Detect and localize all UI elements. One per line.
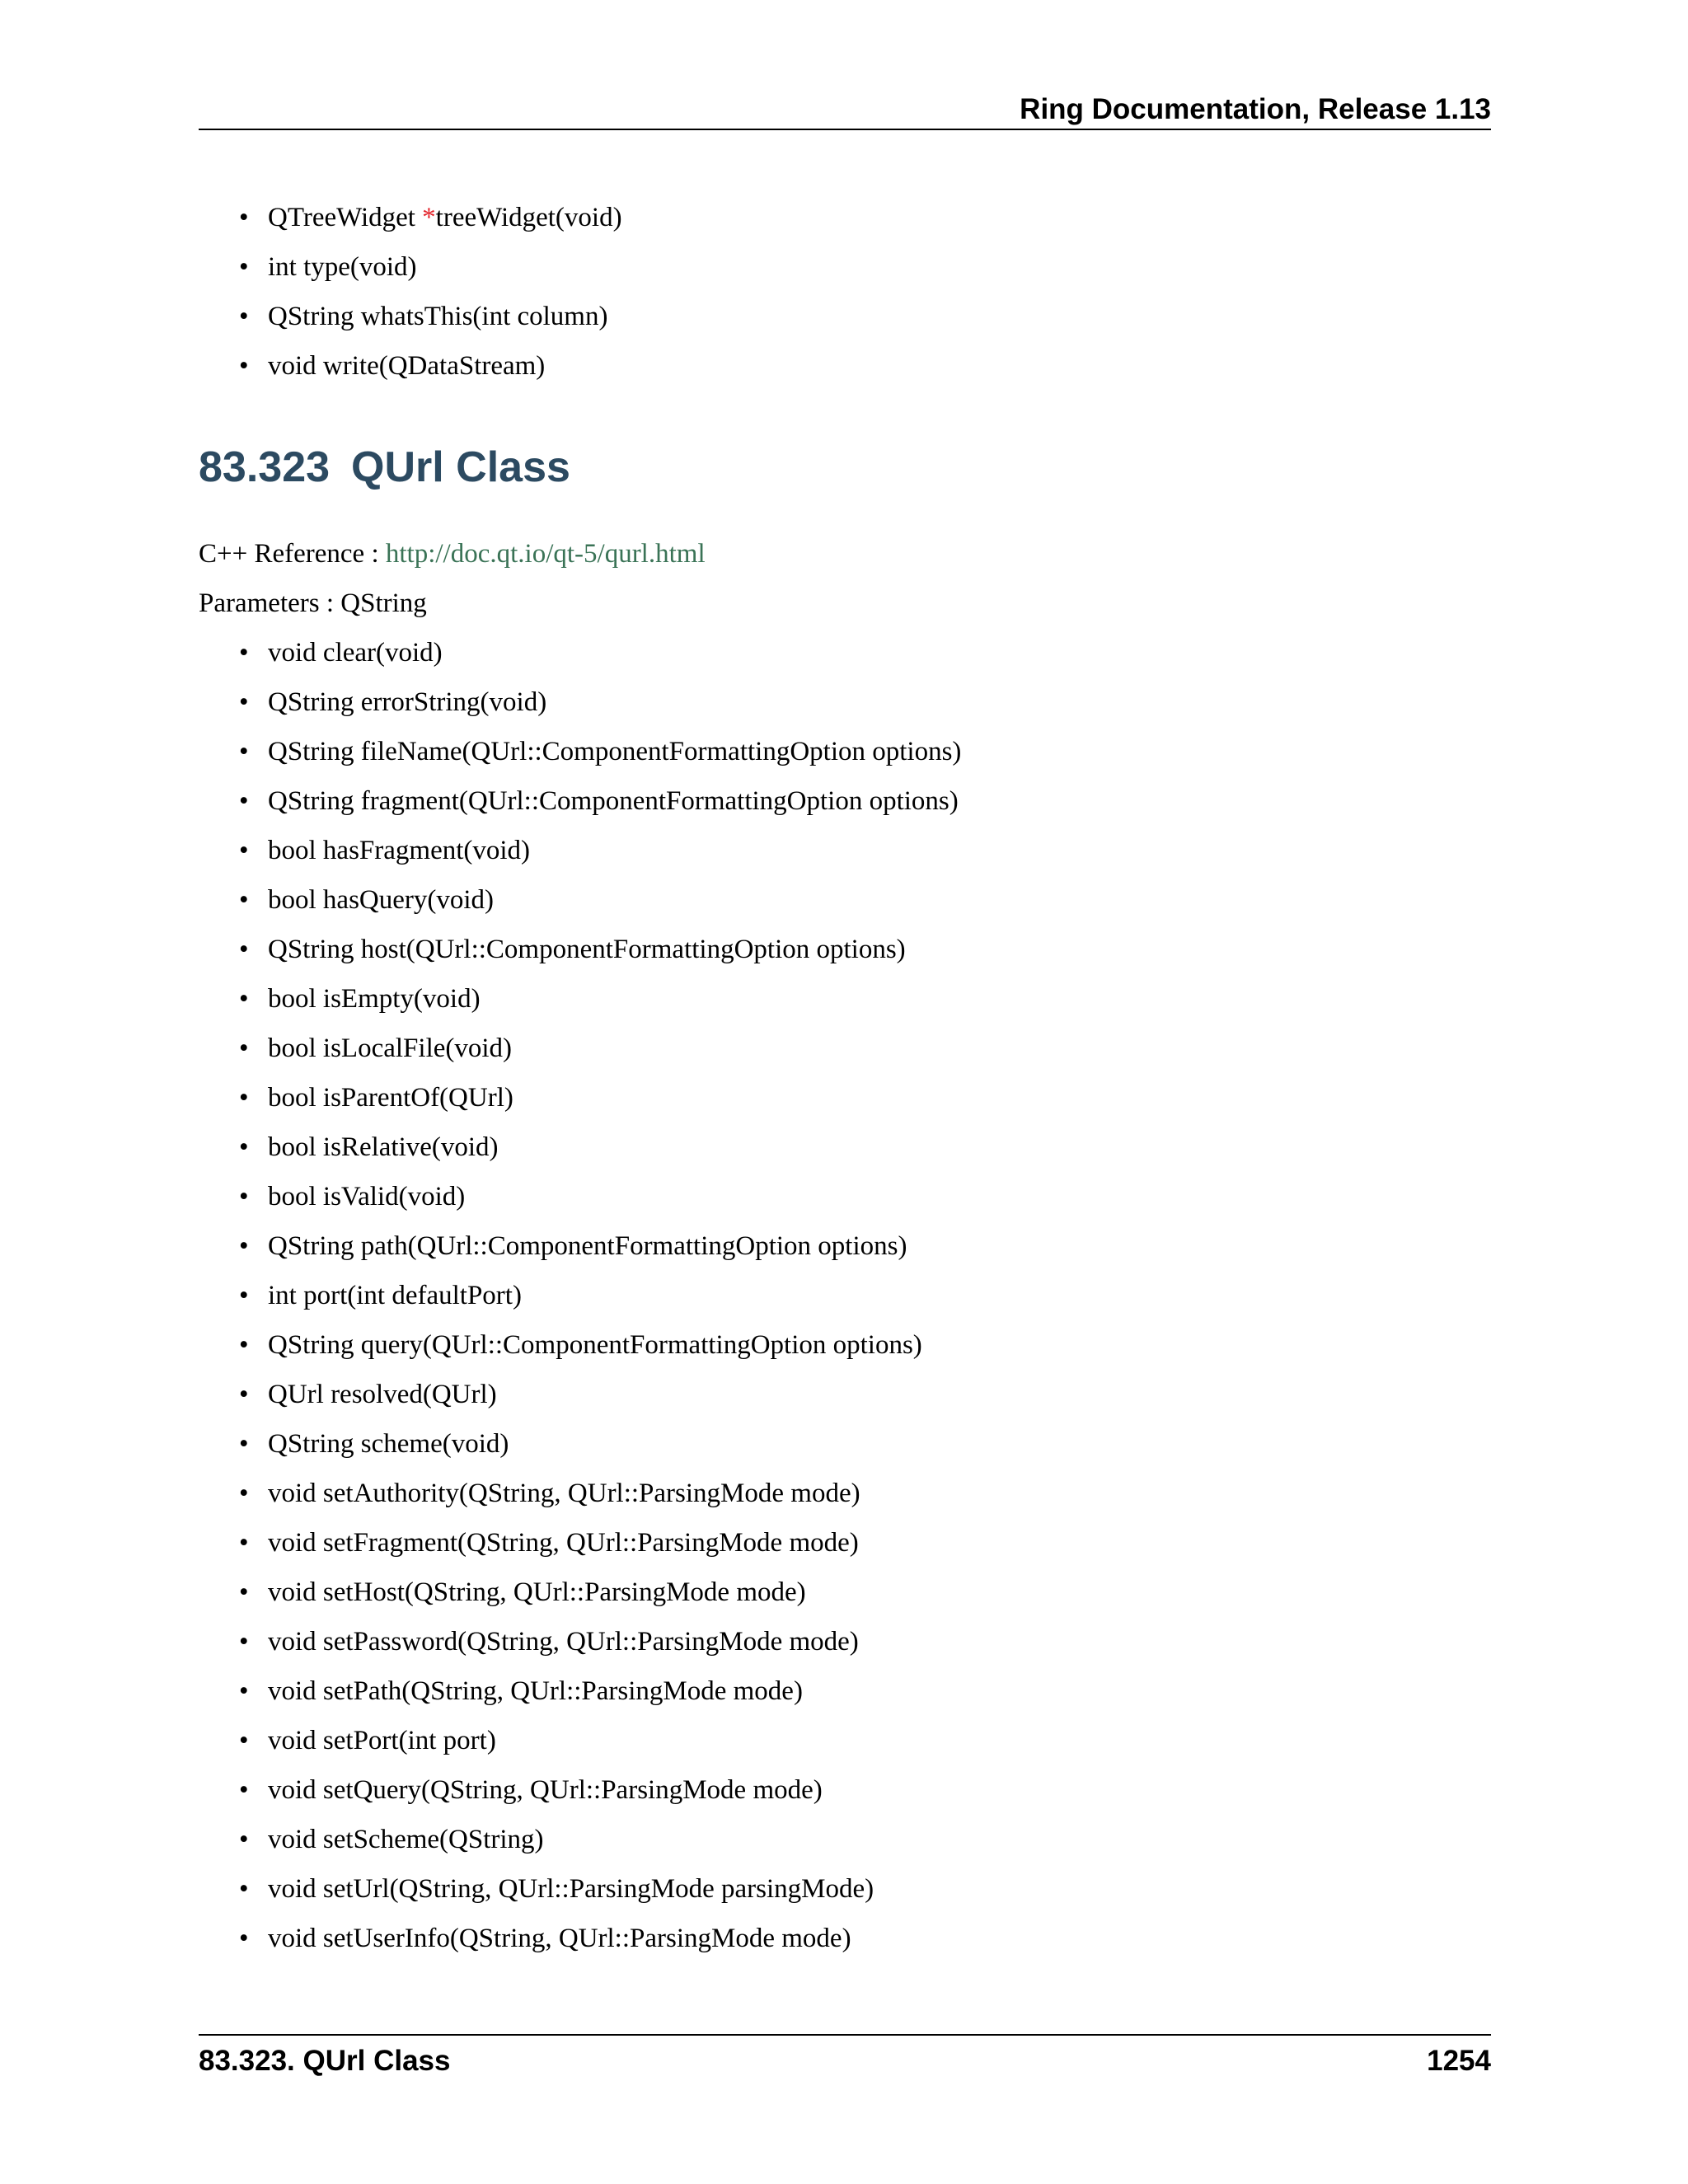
bullet-icon: •	[239, 1132, 249, 1162]
method-text: void clear(void)	[268, 638, 443, 668]
item-text-before: QTreeWidget	[268, 203, 423, 232]
method-text: void setPath(QString, QUrl::ParsingMode mode)	[268, 1676, 803, 1706]
item-text: void write(QDataStream)	[268, 351, 546, 381]
method-list	[239, 628, 961, 1963]
bullet-icon: •	[239, 1182, 249, 1212]
list-item	[239, 1518, 961, 1568]
list-item	[239, 628, 961, 677]
list-item	[239, 1320, 961, 1370]
bullet-icon: •	[239, 302, 249, 331]
page-header	[199, 89, 1491, 130]
method-text: bool isLocalFile(void)	[268, 1033, 513, 1063]
page-footer	[199, 2034, 1491, 2077]
bullet-icon: •	[239, 1281, 249, 1310]
list-item	[239, 1469, 961, 1518]
bullet-icon: •	[239, 836, 249, 865]
list-item	[239, 1568, 961, 1617]
bullet-icon: •	[239, 1083, 249, 1113]
method-text: void setPort(int port)	[268, 1726, 496, 1755]
list-item	[239, 242, 622, 292]
list-item	[239, 1864, 961, 1914]
method-text: bool isEmpty(void)	[268, 984, 481, 1014]
bullet-icon: •	[239, 984, 249, 1014]
list-item	[239, 727, 961, 776]
bullet-icon: •	[239, 1577, 249, 1607]
method-text: QUrl resolved(QUrl)	[268, 1380, 497, 1409]
method-text: bool isValid(void)	[268, 1182, 466, 1212]
item-text: QString whatsThis(int column)	[268, 302, 608, 331]
bullet-icon: •	[239, 1231, 249, 1261]
method-text: bool hasFragment(void)	[268, 836, 531, 865]
method-text: QString path(QUrl::ComponentFormattingOption options)	[268, 1231, 907, 1261]
list-item	[239, 925, 961, 974]
bullet-icon: •	[239, 1033, 249, 1063]
bullet-icon: •	[239, 1874, 249, 1904]
bullet-icon: •	[239, 1380, 249, 1409]
bullet-icon: •	[239, 1924, 249, 1953]
bullet-icon: •	[239, 638, 249, 668]
page-number: 1254	[1427, 2045, 1491, 2077]
bullet-icon: •	[239, 1479, 249, 1508]
method-text: int port(int defaultPort)	[268, 1281, 522, 1310]
document-title: Ring Documentation, Release 1.13	[1020, 93, 1491, 125]
method-text: bool isParentOf(QUrl)	[268, 1083, 513, 1113]
method-text: void setPassword(QString, QUrl::ParsingMode mode)	[268, 1627, 859, 1657]
reference-link[interactable]: http://doc.qt.io/qt-5/qurl.html	[385, 539, 706, 569]
footer-section-label: 83.323. QUrl Class	[199, 2045, 451, 2077]
list-item	[239, 292, 622, 341]
item-text-after: treeWidget(void)	[435, 203, 622, 232]
method-text: void setUserInfo(QString, QUrl::ParsingMode mode)	[268, 1924, 851, 1953]
method-text: void setUrl(QString, QUrl::ParsingMode parsingMode)	[268, 1874, 874, 1904]
list-item	[239, 1370, 961, 1419]
bullet-icon: •	[239, 885, 249, 915]
bullet-icon: •	[239, 203, 249, 232]
method-text: void setQuery(QString, QUrl::ParsingMode mode)	[268, 1775, 823, 1805]
method-text: void setScheme(QString)	[268, 1825, 544, 1854]
item-text: int type(void)	[268, 252, 417, 282]
bullet-icon: •	[239, 1676, 249, 1706]
method-text: QString scheme(void)	[268, 1429, 509, 1459]
section-title: QUrl Class	[351, 443, 570, 491]
list-item	[239, 1221, 961, 1271]
list-item	[239, 1914, 961, 1963]
method-text: bool hasQuery(void)	[268, 885, 495, 915]
method-text: void setFragment(QString, QUrl::ParsingMode mode)	[268, 1528, 859, 1558]
list-item	[239, 1815, 961, 1864]
list-item	[239, 776, 961, 826]
list-item	[239, 1765, 961, 1815]
bullet-icon: •	[239, 351, 249, 381]
bullet-icon: •	[239, 1627, 249, 1657]
bullet-icon: •	[239, 1528, 249, 1558]
pointer-asterisk: *	[422, 203, 436, 232]
list-item	[239, 193, 622, 242]
list-item	[239, 875, 961, 925]
list-item	[239, 1271, 961, 1320]
list-item	[239, 677, 961, 727]
list-item	[239, 1024, 961, 1073]
bullet-icon: •	[239, 1825, 249, 1854]
section-number: 83.323	[199, 443, 331, 491]
bullet-icon: •	[239, 687, 249, 717]
method-text: QString fragment(QUrl::ComponentFormattingOption options)	[268, 786, 959, 816]
method-text: void setHost(QString, QUrl::ParsingMode mode)	[268, 1577, 806, 1607]
list-item	[239, 974, 961, 1024]
bullet-icon: •	[239, 1726, 249, 1755]
list-item	[239, 341, 622, 391]
section-heading	[199, 441, 570, 494]
list-item	[239, 1122, 961, 1172]
bullet-icon: •	[239, 1775, 249, 1805]
bullet-icon: •	[239, 1330, 249, 1360]
method-text: QString errorString(void)	[268, 687, 547, 717]
list-item	[239, 1617, 961, 1666]
list-item	[239, 1419, 961, 1469]
parameters-line: Parameters : QString	[199, 588, 427, 618]
list-item	[239, 1172, 961, 1221]
method-text: bool isRelative(void)	[268, 1132, 499, 1162]
bullet-icon: •	[239, 252, 249, 282]
method-text: void setAuthority(QString, QUrl::ParsingMode mode)	[268, 1479, 860, 1508]
method-text: QString host(QUrl::ComponentFormattingOption options)	[268, 935, 906, 964]
bullet-icon: •	[239, 737, 249, 766]
list-item	[239, 1716, 961, 1765]
bullet-icon: •	[239, 1429, 249, 1459]
continued-method-list	[239, 193, 622, 391]
list-item	[239, 826, 961, 875]
bullet-icon: •	[239, 935, 249, 964]
list-item	[239, 1073, 961, 1122]
cpp-reference	[199, 536, 706, 572]
reference-label: C++ Reference :	[199, 539, 386, 569]
method-text: QString fileName(QUrl::ComponentFormattingOption options)	[268, 737, 962, 766]
bullet-icon: •	[239, 786, 249, 816]
list-item	[239, 1666, 961, 1716]
method-text: QString query(QUrl::ComponentFormattingOption options)	[268, 1330, 922, 1360]
